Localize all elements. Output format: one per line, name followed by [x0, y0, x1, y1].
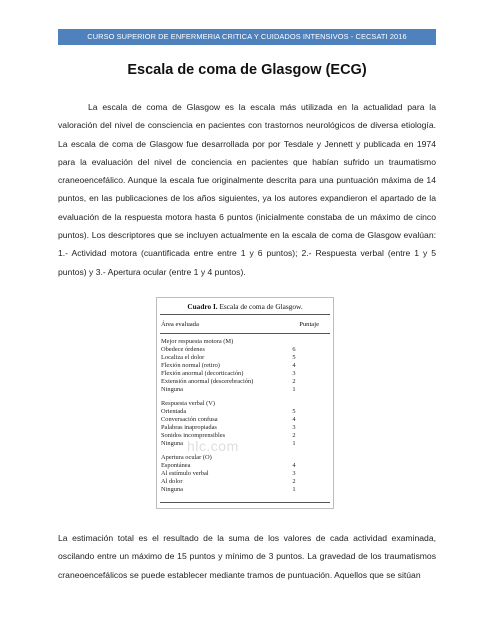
- row-score: 4: [292, 362, 296, 369]
- conclusion-paragraph: La estimación total es el resultado de la suma de los valores de cada actividad examinada, oscilando entre un máximo de 15 puntos y mínimo de 3 puntos. La gravedad de los traumatismos craneoencefálicos se puede establecer mediante tramos de puntuación. Aquellos que se sitúan: [58, 533, 436, 580]
- row-score: 5: [292, 354, 296, 361]
- table-row: [161, 386, 327, 394]
- table-top-rule: [160, 314, 330, 315]
- row-score: 3: [292, 470, 296, 477]
- row-label: Sonidos incomprensibles: [161, 432, 226, 439]
- table-row: [161, 370, 327, 378]
- table-row: [161, 440, 327, 448]
- table-section-header: [161, 454, 327, 462]
- row-label: Ninguna: [161, 386, 184, 393]
- row-score: 2: [292, 378, 296, 385]
- table-row: [161, 432, 327, 440]
- row-label: Espontánea: [161, 462, 191, 469]
- table-row: [161, 354, 327, 362]
- document-title: Escala de coma de Glasgow (ECG): [127, 62, 367, 78]
- table-row: [161, 486, 327, 494]
- table-header-rule: [160, 333, 330, 334]
- row-label: Ninguna: [161, 486, 184, 493]
- row-label: Respuesta verbal (V): [161, 400, 215, 407]
- intro-paragraph: La escala de coma de Glasgow es la escala más utilizada en la actualidad para la valoración del nivel de consciencia en pacientes con trastornos neurológicos de diversa etiología. La escala de coma de Glasgow fue desarrollada por por Tesdale y Jennett y publicada en 1974 para la evaluación del nivel de conciencia en pacientes que habían sufrido un traumatismo craneoencefálico. Aunque la escala fue originalmente descrita para una puntuación máxima de 14 puntos, en las publicaciones de los años siguientes, ya los autores expandieron el apartado de la evaluación de la respuesta motora hasta 6 puntos (inicialmente constaba de un máximo de cinco puntos). Los descriptores que se incluyen actualmente en la escala de coma de Glasgow evalúan: 1.- Actividad motora (cuantificada entre entre 1 y 6 puntos); 2.- Respuesta verbal (entre 1 y 5 puntos) y 3.- Apertura ocular (entre 1 y 4 puntos).: [58, 102, 436, 277]
- row-label: Al estímulo verbal: [161, 470, 209, 477]
- row-score: 2: [292, 478, 296, 485]
- watermark-text: hlc.com: [187, 438, 239, 454]
- table-row: [161, 424, 327, 432]
- row-label: Flexión anormal (decorticación): [161, 370, 244, 377]
- table-row: [161, 408, 327, 416]
- column-header-score: Puntaje: [299, 321, 319, 328]
- row-label: Extensión anormal (descerebración): [161, 378, 254, 385]
- table-row: [161, 462, 327, 470]
- row-label: Flexión normal (retiro): [161, 362, 220, 369]
- table-row: [161, 378, 327, 386]
- figure-caption-number: Cuadro I.: [187, 302, 218, 311]
- glasgow-table-figure: [156, 297, 334, 509]
- row-label: Orientada: [161, 408, 187, 415]
- column-header-area: Área evaluada: [161, 321, 199, 328]
- row-label: Mejor respuesta motora (M): [161, 338, 234, 345]
- table-row: [161, 478, 327, 486]
- table-row: [161, 362, 327, 370]
- table-row: [161, 346, 327, 354]
- course-header-banner: CURSO SUPERIOR DE ENFERMERIA CRITICA Y CUIDADOS INTENSIVOS - CECSATI 2016: [58, 29, 436, 45]
- row-score: 4: [292, 462, 296, 469]
- row-score: 4: [292, 416, 296, 423]
- row-label: Al dolor: [161, 478, 183, 485]
- figure-caption: [157, 302, 333, 311]
- row-label: Obedece órdenes: [161, 346, 205, 353]
- row-label: Ninguna: [161, 440, 184, 447]
- row-label: Localiza el dolor: [161, 354, 205, 361]
- row-score: 1: [292, 440, 296, 447]
- row-score: 1: [292, 486, 296, 493]
- row-label: Conversación confusa: [161, 416, 218, 423]
- row-score: 1: [292, 386, 296, 393]
- row-score: 3: [292, 424, 296, 431]
- row-score: 5: [292, 408, 296, 415]
- row-score: 6: [292, 346, 296, 353]
- table-row: [161, 470, 327, 478]
- table-row: [161, 416, 327, 424]
- figure-caption-text: Escala de coma de Glasgow.: [217, 302, 303, 311]
- row-score: 3: [292, 370, 296, 377]
- row-label: Palabras inapropiadas: [161, 424, 217, 431]
- table-section-header: [161, 338, 327, 346]
- table-bottom-rule: [160, 502, 330, 503]
- row-label: Apertura ocular (O): [161, 454, 212, 461]
- row-score: 2: [292, 432, 296, 439]
- table-section-header: [161, 400, 327, 408]
